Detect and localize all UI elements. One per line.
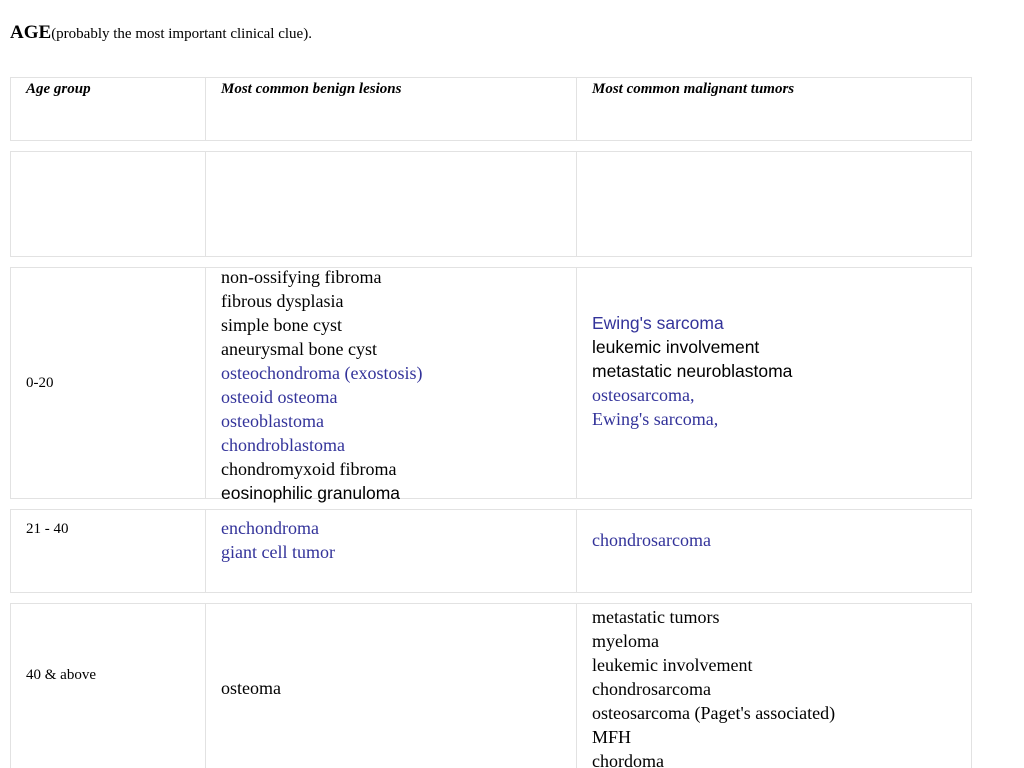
heading-note: (probably the most important clinical clue). xyxy=(51,26,312,42)
benign-cell xyxy=(205,604,576,768)
lesion-item: chondrosarcoma xyxy=(592,679,711,699)
lesion-link[interactable]: giant cell tumor xyxy=(221,542,335,562)
lesion-item: eosinophilic granuloma xyxy=(221,483,400,503)
lesion-item: metastatic neuroblastoma xyxy=(592,361,793,381)
lesion-link[interactable]: enchondroma xyxy=(221,518,319,538)
lesion-link[interactable]: osteosarcoma, xyxy=(592,385,695,405)
benign-cell xyxy=(205,267,576,503)
empty-cell-malignant xyxy=(576,152,973,256)
lesion-link[interactable]: osteochondroma (exostosis) xyxy=(221,363,423,383)
lesion-link[interactable]: chondrosarcoma xyxy=(592,530,711,550)
lesion-item: osteoma xyxy=(221,678,281,698)
age-group-label: 21 - 40 xyxy=(26,521,69,537)
table-row xyxy=(10,603,972,768)
lesion-item: leukemic involvement xyxy=(592,337,760,357)
lesion-item: non-ossifying fibroma xyxy=(221,267,382,287)
age-group-label: 40 & above xyxy=(26,667,96,683)
benign-list xyxy=(221,516,335,592)
malignant-list xyxy=(592,605,835,768)
table-row xyxy=(10,267,972,503)
age-cell xyxy=(11,510,205,592)
age-cell xyxy=(11,604,205,768)
lesion-item: metastatic tumors xyxy=(592,607,720,627)
lesion-link[interactable]: osteoblastoma xyxy=(221,411,324,431)
malignant-list xyxy=(592,311,792,498)
table-header-row xyxy=(10,77,972,141)
lesion-item: aneurysmal bone cyst xyxy=(221,339,377,359)
header-malignant: Most common malignant tumors xyxy=(592,81,795,97)
malignant-cell xyxy=(576,604,973,768)
page-heading xyxy=(10,22,312,44)
lesion-link[interactable]: osteoid osteoma xyxy=(221,387,338,407)
header-cell-age-group xyxy=(11,78,205,140)
table-row xyxy=(10,509,972,593)
empty-cell-benign xyxy=(205,152,576,256)
malignant-cell xyxy=(576,510,973,592)
lesion-item: myeloma xyxy=(592,631,659,651)
empty-cell-age xyxy=(11,152,205,256)
lesion-link[interactable]: Ewing's sarcoma, xyxy=(592,409,719,429)
lesion-link[interactable]: chondroblastoma xyxy=(221,435,345,455)
lesion-item: osteosarcoma (Paget's associated) xyxy=(592,703,836,723)
malignant-list xyxy=(592,528,711,592)
malignant-cell xyxy=(576,268,973,498)
lesion-item: simple bone cyst xyxy=(221,315,342,335)
benign-list xyxy=(221,676,281,768)
lesion-link[interactable]: Ewing's sarcoma xyxy=(592,313,724,333)
table-empty-row xyxy=(10,151,972,257)
heading-title: AGE xyxy=(10,22,52,43)
lesion-item: leukemic involvement xyxy=(592,655,753,675)
lesion-item: chordoma xyxy=(592,751,664,768)
benign-cell xyxy=(205,510,576,592)
header-cell-malignant xyxy=(576,78,973,140)
header-age-group: Age group xyxy=(26,81,91,97)
lesion-item: fibrous dysplasia xyxy=(221,291,344,311)
lesion-item: MFH xyxy=(592,727,632,747)
age-cell xyxy=(11,268,205,498)
header-benign: Most common benign lesions xyxy=(221,81,402,97)
header-cell-benign xyxy=(205,78,576,140)
lesion-item: chondromyxoid fibroma xyxy=(221,459,397,479)
age-group-label: 0-20 xyxy=(26,374,54,391)
benign-list xyxy=(221,265,423,503)
